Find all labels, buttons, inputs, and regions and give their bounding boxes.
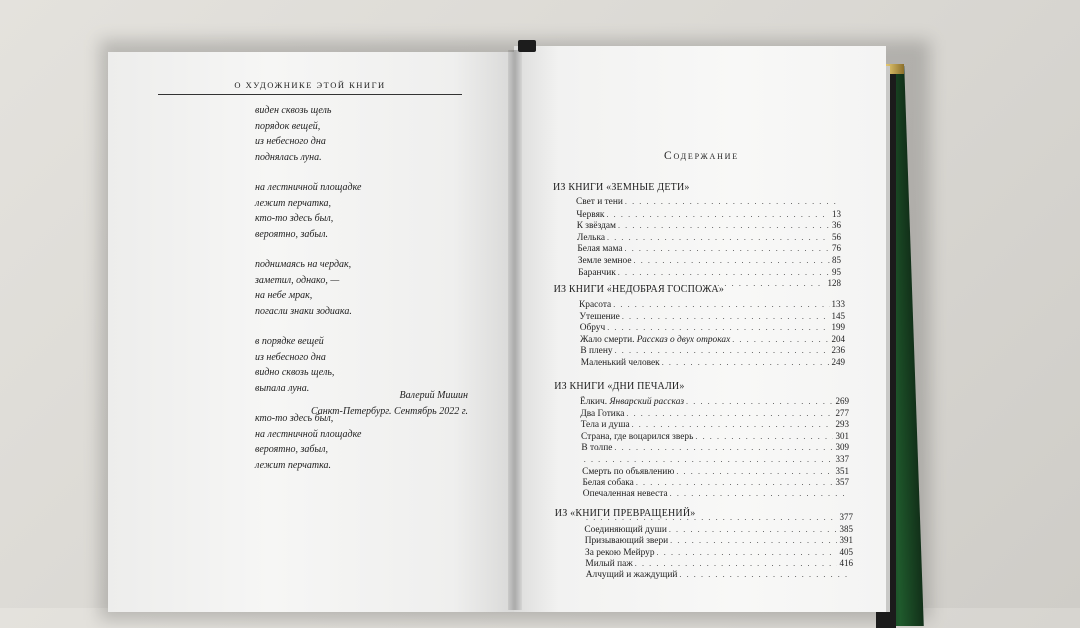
toc-entry-title: Утешение — [579, 311, 620, 322]
toc-entry-title: За рекою Мейрур — [585, 547, 655, 558]
toc-entry — [576, 209, 841, 220]
toc-leader-dots — [625, 244, 830, 253]
toc-entry — [578, 267, 841, 278]
toc-section-heading: ИЗ КНИГИ «ДНИ ПЕЧАЛИ» — [554, 381, 685, 392]
toc-entry — [580, 396, 849, 407]
toc-entry-title: Смерть по объявлению — [582, 466, 675, 477]
toc-entry-title: Свет и тени — [576, 197, 623, 207]
page-block-edge — [886, 66, 890, 612]
toc-entry — [581, 431, 849, 442]
toc-entry-title: Красота — [579, 300, 612, 310]
toc-leader-dots — [632, 420, 834, 429]
poem-line: поднимаясь на чердак, — [255, 259, 352, 270]
toc-leader-dots — [607, 323, 829, 332]
toc-leader-dots — [635, 559, 838, 568]
toc-page-number: 377 — [839, 512, 853, 522]
poem-stanza — [255, 411, 361, 473]
toc-leader-dots — [615, 346, 830, 355]
poem-line: заметил, однако, — — [255, 274, 340, 286]
toc-entry — [581, 419, 849, 430]
toc-entry — [579, 311, 845, 322]
poem — [255, 103, 361, 488]
toc-leader-dots — [618, 221, 830, 230]
toc-leader-dots — [670, 536, 837, 545]
toc-leader-dots — [606, 210, 830, 219]
toc-leader-dots — [676, 467, 833, 476]
bookmark-ribbon — [518, 40, 536, 52]
toc-page-number: 204 — [831, 333, 845, 344]
toc-entry — [585, 547, 853, 558]
toc-page-number: 76 — [831, 243, 841, 254]
toc-entry-title: Милый паж — [585, 559, 633, 570]
toc-page-number: 277 — [835, 407, 849, 418]
toc-entry-title: Страна, где воцарился зверь — [581, 431, 694, 442]
toc-entry — [580, 345, 845, 356]
toc-page-number: 13 — [831, 208, 841, 219]
toc-entry-title: Опечаленная невеста — [582, 488, 668, 499]
toc-entry — [583, 489, 849, 499]
poem-line: на лестничной площадке — [255, 182, 362, 193]
toc-page-number: 133 — [831, 299, 845, 309]
signature-place-date: Санкт-Петербург. Сентябрь 2022 г. — [311, 406, 468, 417]
poem-line: порядок вещей, — [255, 120, 321, 132]
toc-leader-dots — [670, 489, 847, 498]
toc-entry — [584, 524, 853, 535]
toc-leader-dots — [669, 525, 838, 534]
toc-entry — [580, 322, 845, 333]
toc-page-number: 85 — [832, 255, 841, 265]
running-head: О ХУДОЖНИКЕ ЭТОЙ КНИГИ — [234, 80, 386, 90]
poem-line: кто-то здесь был, — [255, 413, 334, 424]
toc-entry-title: Алчущий и жаждущий — [585, 570, 678, 580]
toc-entry — [579, 299, 845, 310]
toc-entry-title: В плену — [580, 346, 613, 357]
toc-section-heading: ИЗ «КНИГИ ПРЕВРАЩЕНИЙ» — [554, 508, 696, 519]
poem-stanza — [255, 180, 361, 242]
toc-entry — [582, 466, 849, 477]
toc-leader-dots — [622, 312, 830, 321]
toc-title: Содержание — [664, 150, 739, 162]
toc-page-number: 293 — [835, 419, 849, 430]
toc-entry-title: К звёздам — [576, 221, 616, 232]
toc-page-number: 405 — [839, 546, 853, 557]
toc-entry-title: Баранчик — [578, 267, 616, 278]
toc-page-number: 95 — [831, 266, 841, 277]
running-head-rule — [158, 94, 462, 95]
toc-entry — [581, 357, 845, 368]
toc-leader-dots — [657, 548, 838, 557]
toc-page-number: 56 — [831, 231, 841, 242]
toc-page-number: 128 — [827, 278, 841, 289]
poem-line: лежит перчатка, — [255, 197, 332, 209]
toc-entry-title: Червяк — [576, 209, 605, 220]
toc-page-number: 391 — [839, 535, 853, 546]
toc-page-number: 385 — [839, 523, 853, 534]
toc-entry-title: Обруч — [579, 323, 606, 334]
toc-page-number: 416 — [839, 558, 853, 569]
toc-leader-dots — [662, 358, 830, 367]
toc-entry — [584, 512, 853, 522]
toc-entry-title: Тела и душа — [580, 420, 630, 431]
toc-page-number: 236 — [831, 345, 845, 356]
toc-entry-title: Соединяющий души — [584, 524, 667, 535]
toc-page-number: 309 — [835, 442, 849, 453]
toc-entry-title: Призывающий звери — [584, 536, 669, 547]
toc-entry — [577, 232, 841, 243]
toc-leader-dots — [695, 432, 833, 441]
toc-entry — [580, 408, 849, 419]
toc-entry-title: Земле земное — [577, 256, 632, 266]
toc-entry — [582, 454, 849, 464]
toc-entry — [578, 255, 841, 266]
toc-entry-title: Лелька — [577, 232, 606, 243]
toc-leader-dots — [625, 197, 839, 206]
toc-leader-dots — [634, 256, 830, 265]
toc-entry-subtitle: Рассказ о двух отроках — [634, 334, 731, 345]
toc-leader-dots — [607, 233, 830, 242]
toc-leader-dots — [732, 335, 829, 344]
signature-author: Валерий Мишин — [399, 390, 468, 401]
toc-page-number: 337 — [835, 454, 849, 464]
poem-line: кто-то здесь был, — [255, 213, 334, 224]
poem-line: погасли знаки зодиака. — [255, 305, 352, 317]
poem-line: выпала луна. — [255, 382, 310, 394]
toc-entry — [576, 197, 841, 207]
toc-entry-title: В толпе — [581, 443, 613, 454]
toc-leader-dots — [614, 443, 833, 452]
toc-entry — [581, 442, 849, 453]
book-gutter — [508, 50, 522, 610]
toc-entry — [582, 477, 849, 488]
toc-leader-dots — [636, 478, 834, 487]
toc-page-number: 269 — [835, 396, 849, 406]
poem-line: из небесного дна — [255, 136, 326, 147]
poem-stanza — [255, 334, 361, 396]
toc-entry — [577, 220, 841, 231]
toc-entry — [586, 570, 853, 580]
toc-page-number: 351 — [835, 465, 849, 476]
poem-line: вероятно, забыл. — [255, 228, 329, 240]
toc-entry-title: Белая мама — [577, 244, 623, 255]
toc-leader-dots — [618, 268, 830, 277]
toc-leader-dots — [626, 409, 833, 418]
poem-line: лежит перчатка. — [255, 459, 332, 471]
toc-entry-subtitle: Январский рассказ — [607, 397, 685, 407]
toc-section-heading: ИЗ КНИГИ «НЕДОБРАЯ ГОСПОЖА» — [553, 284, 725, 295]
poem-line: поднялась луна. — [255, 151, 322, 163]
poem-line: виден сквозь щель — [255, 105, 332, 116]
toc-page-number: 357 — [835, 477, 849, 488]
toc-leader-dots — [679, 570, 851, 579]
toc-leader-dots — [686, 397, 833, 406]
toc-page-number: 145 — [831, 310, 845, 321]
toc-section-heading: ИЗ КНИГИ «ЗЕМНЫЕ ДЕТИ» — [553, 182, 690, 193]
toc-entry — [577, 243, 841, 254]
poem-line: видно сквозь щель, — [255, 367, 335, 378]
toc-leader-dots — [584, 455, 834, 464]
toc-entry-title: Маленький человек — [580, 358, 660, 368]
poem-line: на лестничной площадке — [255, 428, 362, 440]
toc-page-number: 36 — [831, 220, 841, 231]
poem-stanza — [255, 257, 361, 319]
poem-line: из небесного дна — [255, 351, 326, 363]
toc-page-number: 301 — [835, 430, 849, 441]
toc-leader-dots — [586, 513, 838, 522]
toc-entry-title: Жало смерти. Рассказ о двух отроках — [580, 334, 731, 345]
toc-entry — [580, 334, 845, 345]
poem-line: на небе мрак, — [255, 290, 313, 301]
toc-entry-title: Белая собака — [582, 478, 634, 489]
toc-entry — [585, 535, 853, 546]
poem-stanza — [255, 103, 361, 165]
toc-leader-dots — [613, 300, 829, 309]
toc-entry-title: Два Готика — [580, 408, 625, 419]
toc-page-number: 249 — [831, 357, 845, 367]
toc-page-number: 199 — [831, 322, 845, 333]
toc-entry — [585, 558, 853, 569]
toc-entry-title: Ёлкич. Январский рассказ — [580, 397, 685, 407]
poem-line: вероятно, забыл, — [255, 444, 329, 455]
poem-line: в порядке вещей — [255, 336, 324, 347]
